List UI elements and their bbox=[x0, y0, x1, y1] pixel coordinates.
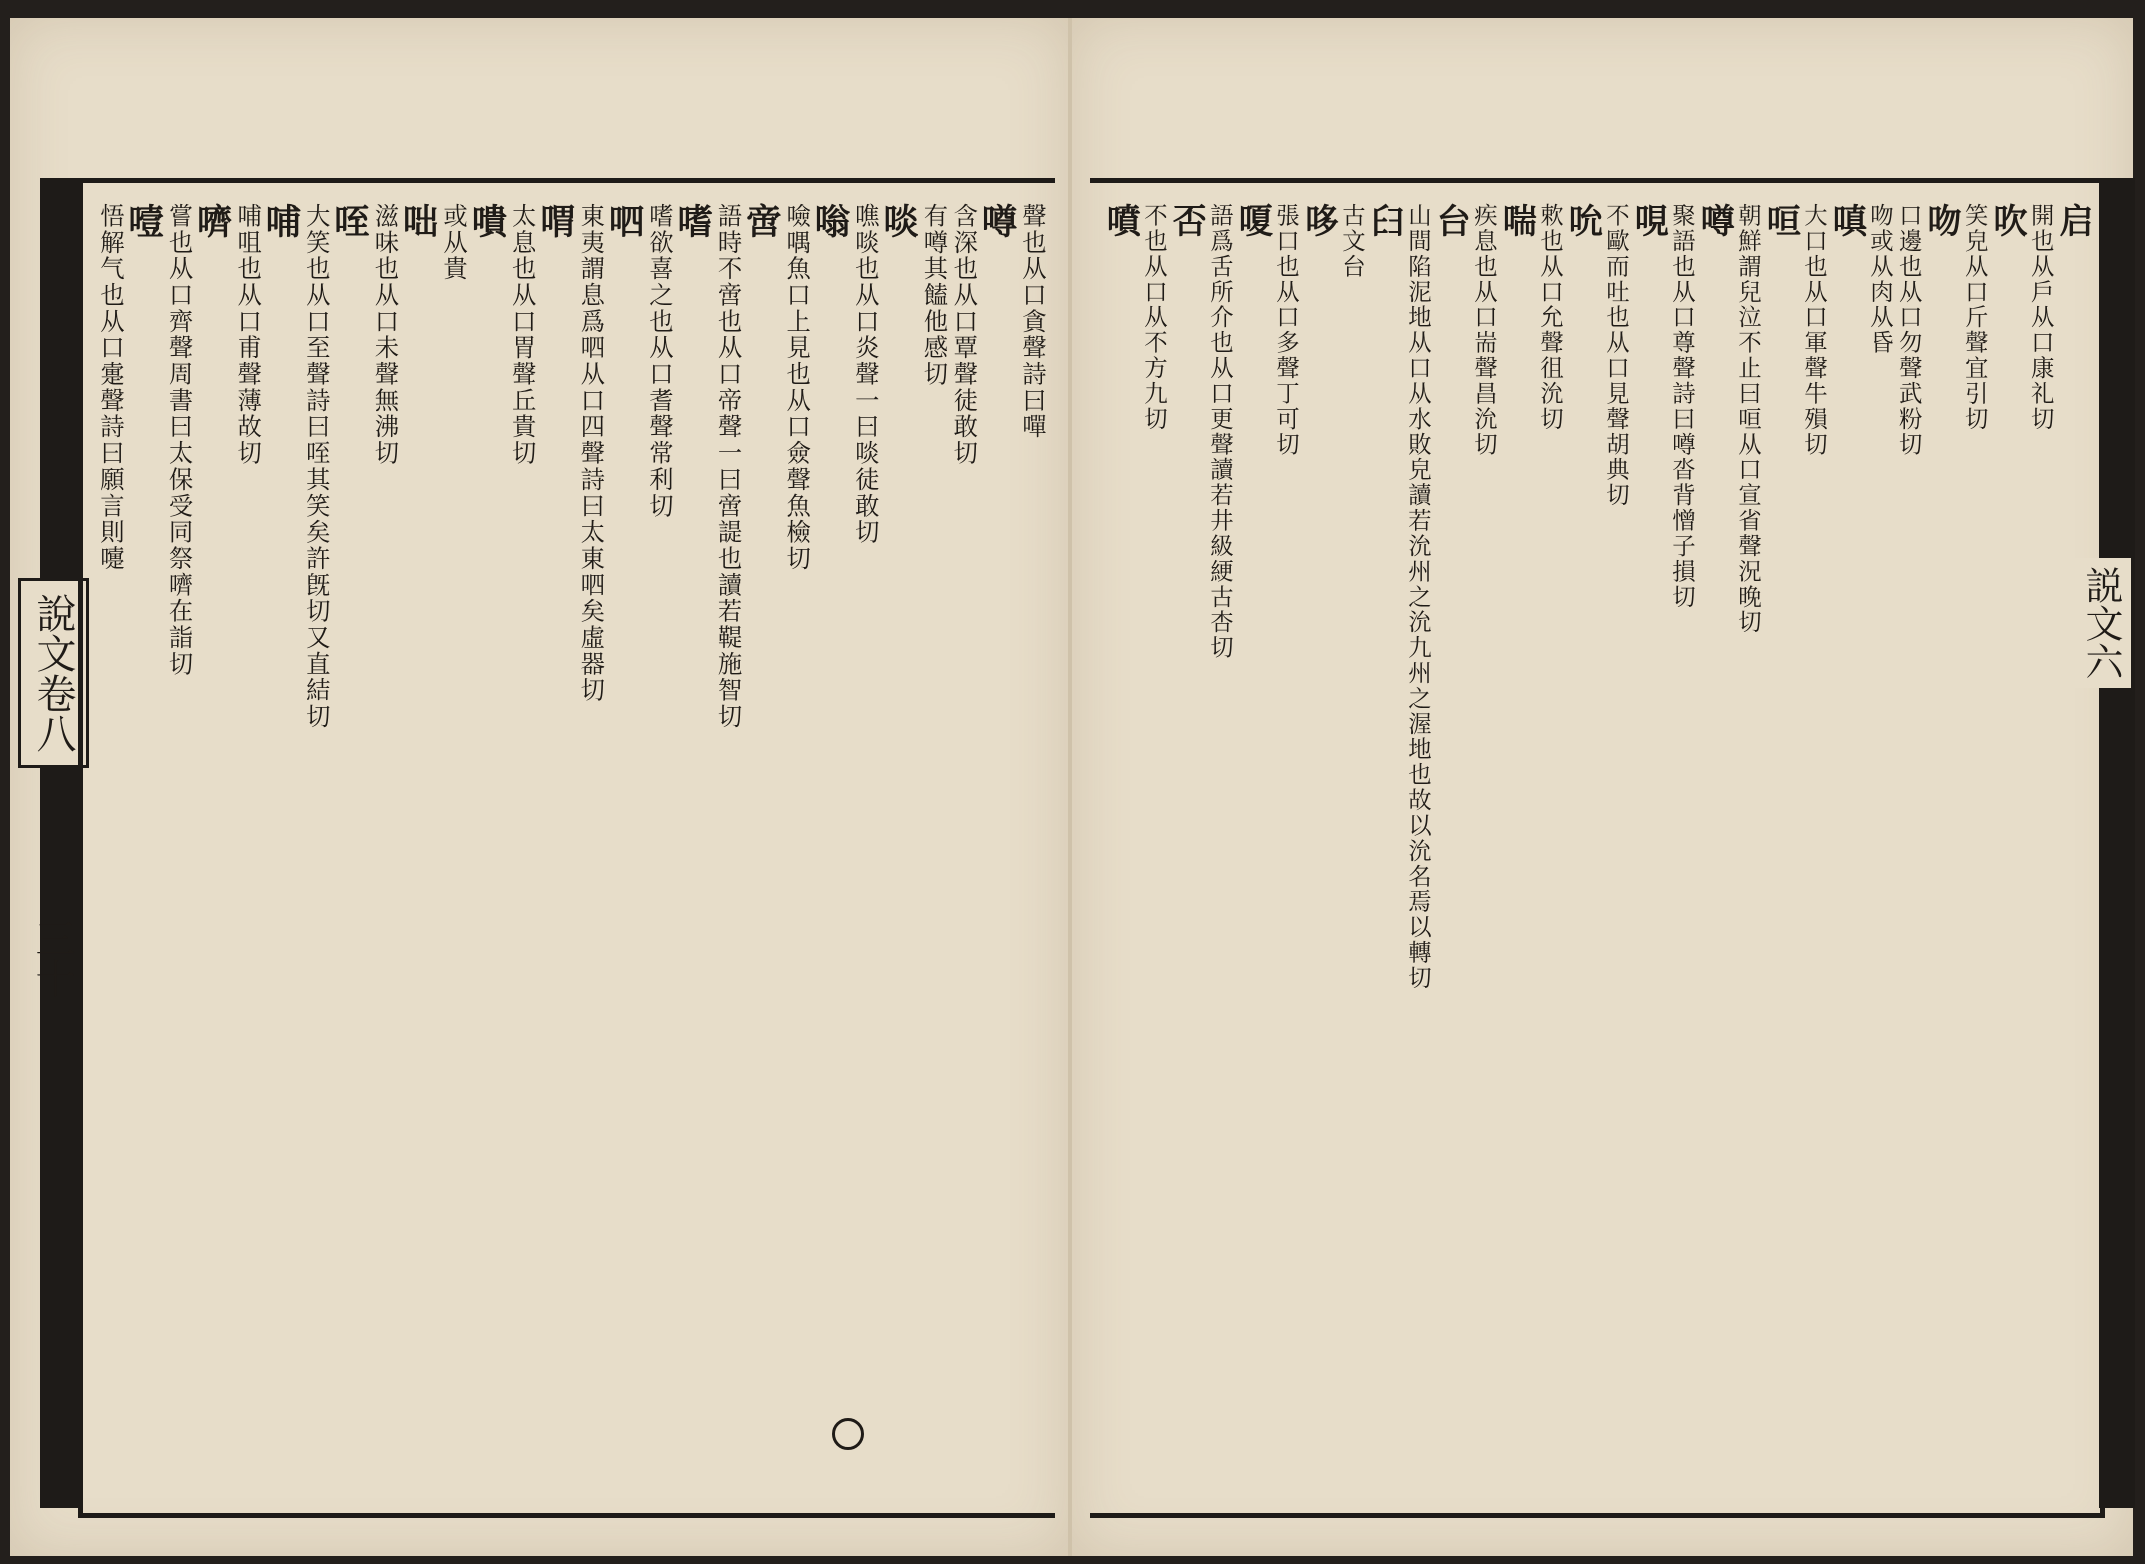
gloss-column: 疾息也从口耑聲昌沇切 bbox=[1469, 203, 1498, 458]
gloss-column: 悟解气也从口疐聲詩曰願言則嚏 bbox=[95, 203, 125, 572]
gloss-column: 欶也从口允聲徂沇切 bbox=[1535, 203, 1564, 432]
seal-character: 嘳 bbox=[465, 203, 507, 245]
seal-character: 嗄 bbox=[1232, 203, 1273, 244]
gloss-column: 哺咀也从口甫聲薄故切 bbox=[233, 203, 263, 467]
gloss-column: 朝鮮謂兒泣不止曰咺从口宣省聲況晚切 bbox=[1733, 203, 1762, 635]
seal-character: 噴 bbox=[1100, 203, 1141, 244]
gloss-column: 含深也从口覃聲徒敢切 bbox=[949, 203, 979, 467]
seal-character: 咺 bbox=[1760, 203, 1801, 244]
seal-character: 否 bbox=[1166, 203, 1207, 244]
book-spread bbox=[10, 18, 2133, 1556]
left-edge-strip bbox=[40, 178, 80, 1508]
seal-character: 吹 bbox=[1986, 203, 2027, 244]
seal-character: 启 bbox=[2052, 203, 2093, 244]
seal-character: 噎 bbox=[122, 203, 164, 245]
left-margin-title: 說文卷八 bbox=[18, 578, 89, 768]
gloss-column: 大笑也从口至聲詩曰咥其笑矣許旣切又直結切 bbox=[301, 203, 331, 730]
gloss-column: 嗜欲喜之也从口耆聲常利切 bbox=[644, 203, 674, 520]
gloss-column: 東夷謂息爲呬从口四聲詩曰太東呬矣虛器切 bbox=[576, 203, 606, 704]
gloss-column: 語爲舌所介也从口更聲讀若井級綆古杏切 bbox=[1205, 203, 1234, 661]
gloss-column: 有噂其饁他感切 bbox=[919, 203, 949, 388]
seal-character: 喟 bbox=[534, 203, 576, 245]
gloss-column: 不也从口从不方九切 bbox=[1139, 203, 1168, 432]
gloss-column: 滋味也从口未聲無沸切 bbox=[370, 203, 400, 467]
seal-character: 嚌 bbox=[191, 203, 233, 245]
seal-character: 吮 bbox=[1562, 203, 1603, 244]
right-edge-strip bbox=[2099, 178, 2135, 1508]
seal-character: 噂 bbox=[1694, 203, 1735, 244]
gloss-column: 聲也从口貪聲詩曰嘽 bbox=[1017, 203, 1047, 441]
gloss-column: 開也从戶从口康礼切 bbox=[2026, 203, 2055, 432]
gloss-column: 語時不啻也从口帝聲一曰啻諟也讀若鞮施智切 bbox=[713, 203, 743, 730]
right-margin-title: 説文六 bbox=[2072, 558, 2131, 688]
gloss-column: 噍啖也从口炎聲一曰啖徒敢切 bbox=[850, 203, 880, 546]
left-text-frame bbox=[78, 178, 1055, 1518]
left-fold-number: 三十 bbox=[29, 918, 75, 998]
seal-character: 哯 bbox=[1628, 203, 1669, 244]
seal-character: 噂 bbox=[976, 203, 1018, 245]
gloss-column: 古文台 bbox=[1337, 203, 1366, 280]
seal-character: 哺 bbox=[259, 203, 301, 245]
seal-character: 啻 bbox=[740, 203, 782, 245]
seal-character: 嗜 bbox=[671, 203, 713, 245]
gloss-column: 不歐而吐也从口見聲胡典切 bbox=[1601, 203, 1630, 508]
gloss-column: 嘗也从口齊聲周書曰太保受同祭嚌在詣切 bbox=[164, 203, 194, 678]
gloss-column: 吻或从肉从昏 bbox=[1865, 203, 1894, 356]
gloss-column: 或从貴 bbox=[439, 203, 469, 283]
seal-character: 台 bbox=[1430, 203, 1471, 244]
right-page bbox=[1072, 18, 2133, 1556]
gloss-column: 噞喁魚口上見也从口僉聲魚檢切 bbox=[782, 203, 812, 572]
circle-mark-icon bbox=[832, 1418, 864, 1450]
seal-character: 咥 bbox=[328, 203, 370, 245]
gloss-column: 口邊也从口勿聲武粉切 bbox=[1894, 203, 1923, 458]
seal-character: 咄 bbox=[397, 203, 439, 245]
gloss-column: 大口也从口軍聲牛殞切 bbox=[1799, 203, 1828, 458]
seal-character: 喘 bbox=[1496, 203, 1537, 244]
right-text-frame bbox=[1090, 178, 2105, 1518]
gloss-column: 張口也从口多聲丁可切 bbox=[1271, 203, 1300, 458]
seal-character: 吻 bbox=[1920, 203, 1961, 244]
left-page bbox=[10, 18, 1068, 1556]
seal-character: 嗡 bbox=[808, 203, 850, 245]
seal-character: 𦥑 bbox=[1364, 203, 1405, 244]
seal-character: 嗔 bbox=[1826, 203, 1867, 244]
seal-character: 啖 bbox=[877, 203, 919, 245]
gloss-column: 山間陷泥地从口从水敗皃讀若沇州之沇九州之渥地也故以沇名焉以轉切 bbox=[1403, 203, 1432, 991]
seal-character: 呬 bbox=[603, 203, 645, 245]
gloss-column: 笑皃从口斤聲宜引切 bbox=[1960, 203, 1989, 432]
gloss-column: 太息也从口胃聲丘貴切 bbox=[507, 203, 537, 467]
seal-character: 哆 bbox=[1298, 203, 1339, 244]
gloss-column: 聚語也从口尊聲詩曰噂沓背憎子損切 bbox=[1667, 203, 1696, 610]
